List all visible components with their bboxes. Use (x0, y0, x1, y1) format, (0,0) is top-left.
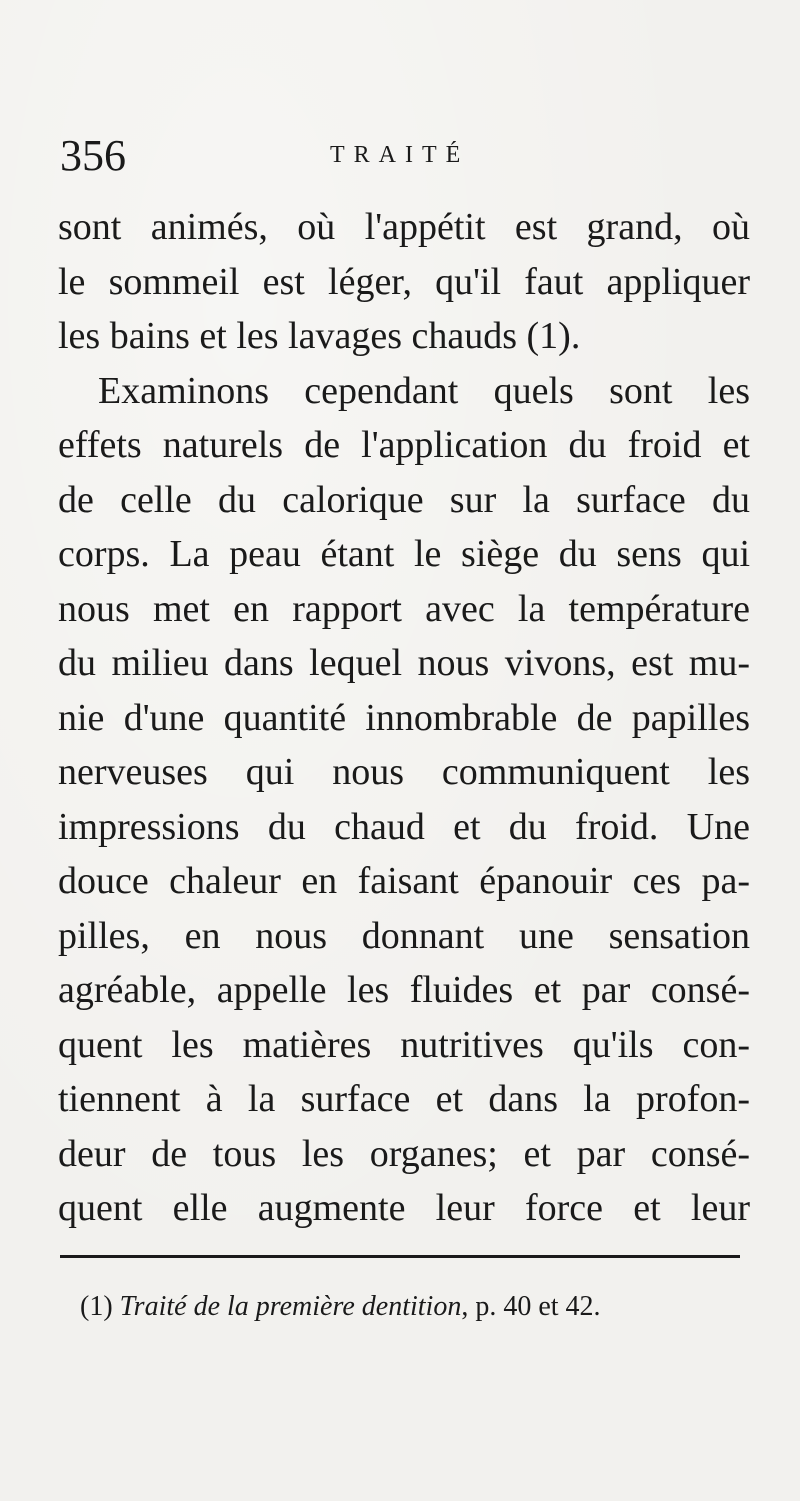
text-line: quent elle augmente leur force et leur (58, 1187, 750, 1229)
body-text (58, 200, 750, 1236)
text-line: effets naturels de l'application du froid et (58, 424, 750, 466)
text-line: nerveuses qui nous communiquent les (58, 751, 750, 793)
text-line: nous met en rapport avec la température (58, 587, 750, 630)
text-line: corps. La peau étant le siège du sens qui (58, 533, 750, 575)
text-line: tiennent à la surface et dans la profon- (58, 1078, 750, 1120)
text-line: les bains et les lavages chauds (1). (58, 315, 581, 357)
text-line: deur de tous les organes; et par consé- (58, 1132, 750, 1175)
text-line: nie d'une quantité innombrable de papilles (58, 696, 750, 739)
running-head: TRAITÉ (330, 142, 470, 168)
text-line: le sommeil est léger, qu'il faut appliquer (58, 260, 750, 303)
text-line: pilles, en nous donnant une sensation (58, 914, 750, 957)
footnote (80, 1287, 601, 1327)
text-line: agréable, appelle les fluides et par consé- (58, 969, 750, 1011)
footnote-title: Traité de la première dentition (119, 1291, 462, 1322)
footnote-reference: , p. 40 et 42. (461, 1291, 601, 1322)
text-line: Examinons cependant quels sont les (98, 369, 750, 412)
footnote-separator-rule (60, 1255, 740, 1258)
text-line: de celle du calorique sur la surface du (58, 478, 750, 521)
text-line: douce chaleur en faisant épanouir ces pa- (58, 860, 750, 902)
page-number: 356 (60, 131, 126, 180)
text-line: impressions du chaud et du froid. Une (58, 805, 750, 848)
text-line: quent les matières nutritives qu'ils con- (58, 1023, 750, 1066)
footnote-marker: (1) (80, 1291, 113, 1322)
text-line: sont animés, où l'appétit est grand, où (58, 206, 750, 248)
text-line: du milieu dans lequel nous vivons, est mu- (58, 642, 750, 684)
